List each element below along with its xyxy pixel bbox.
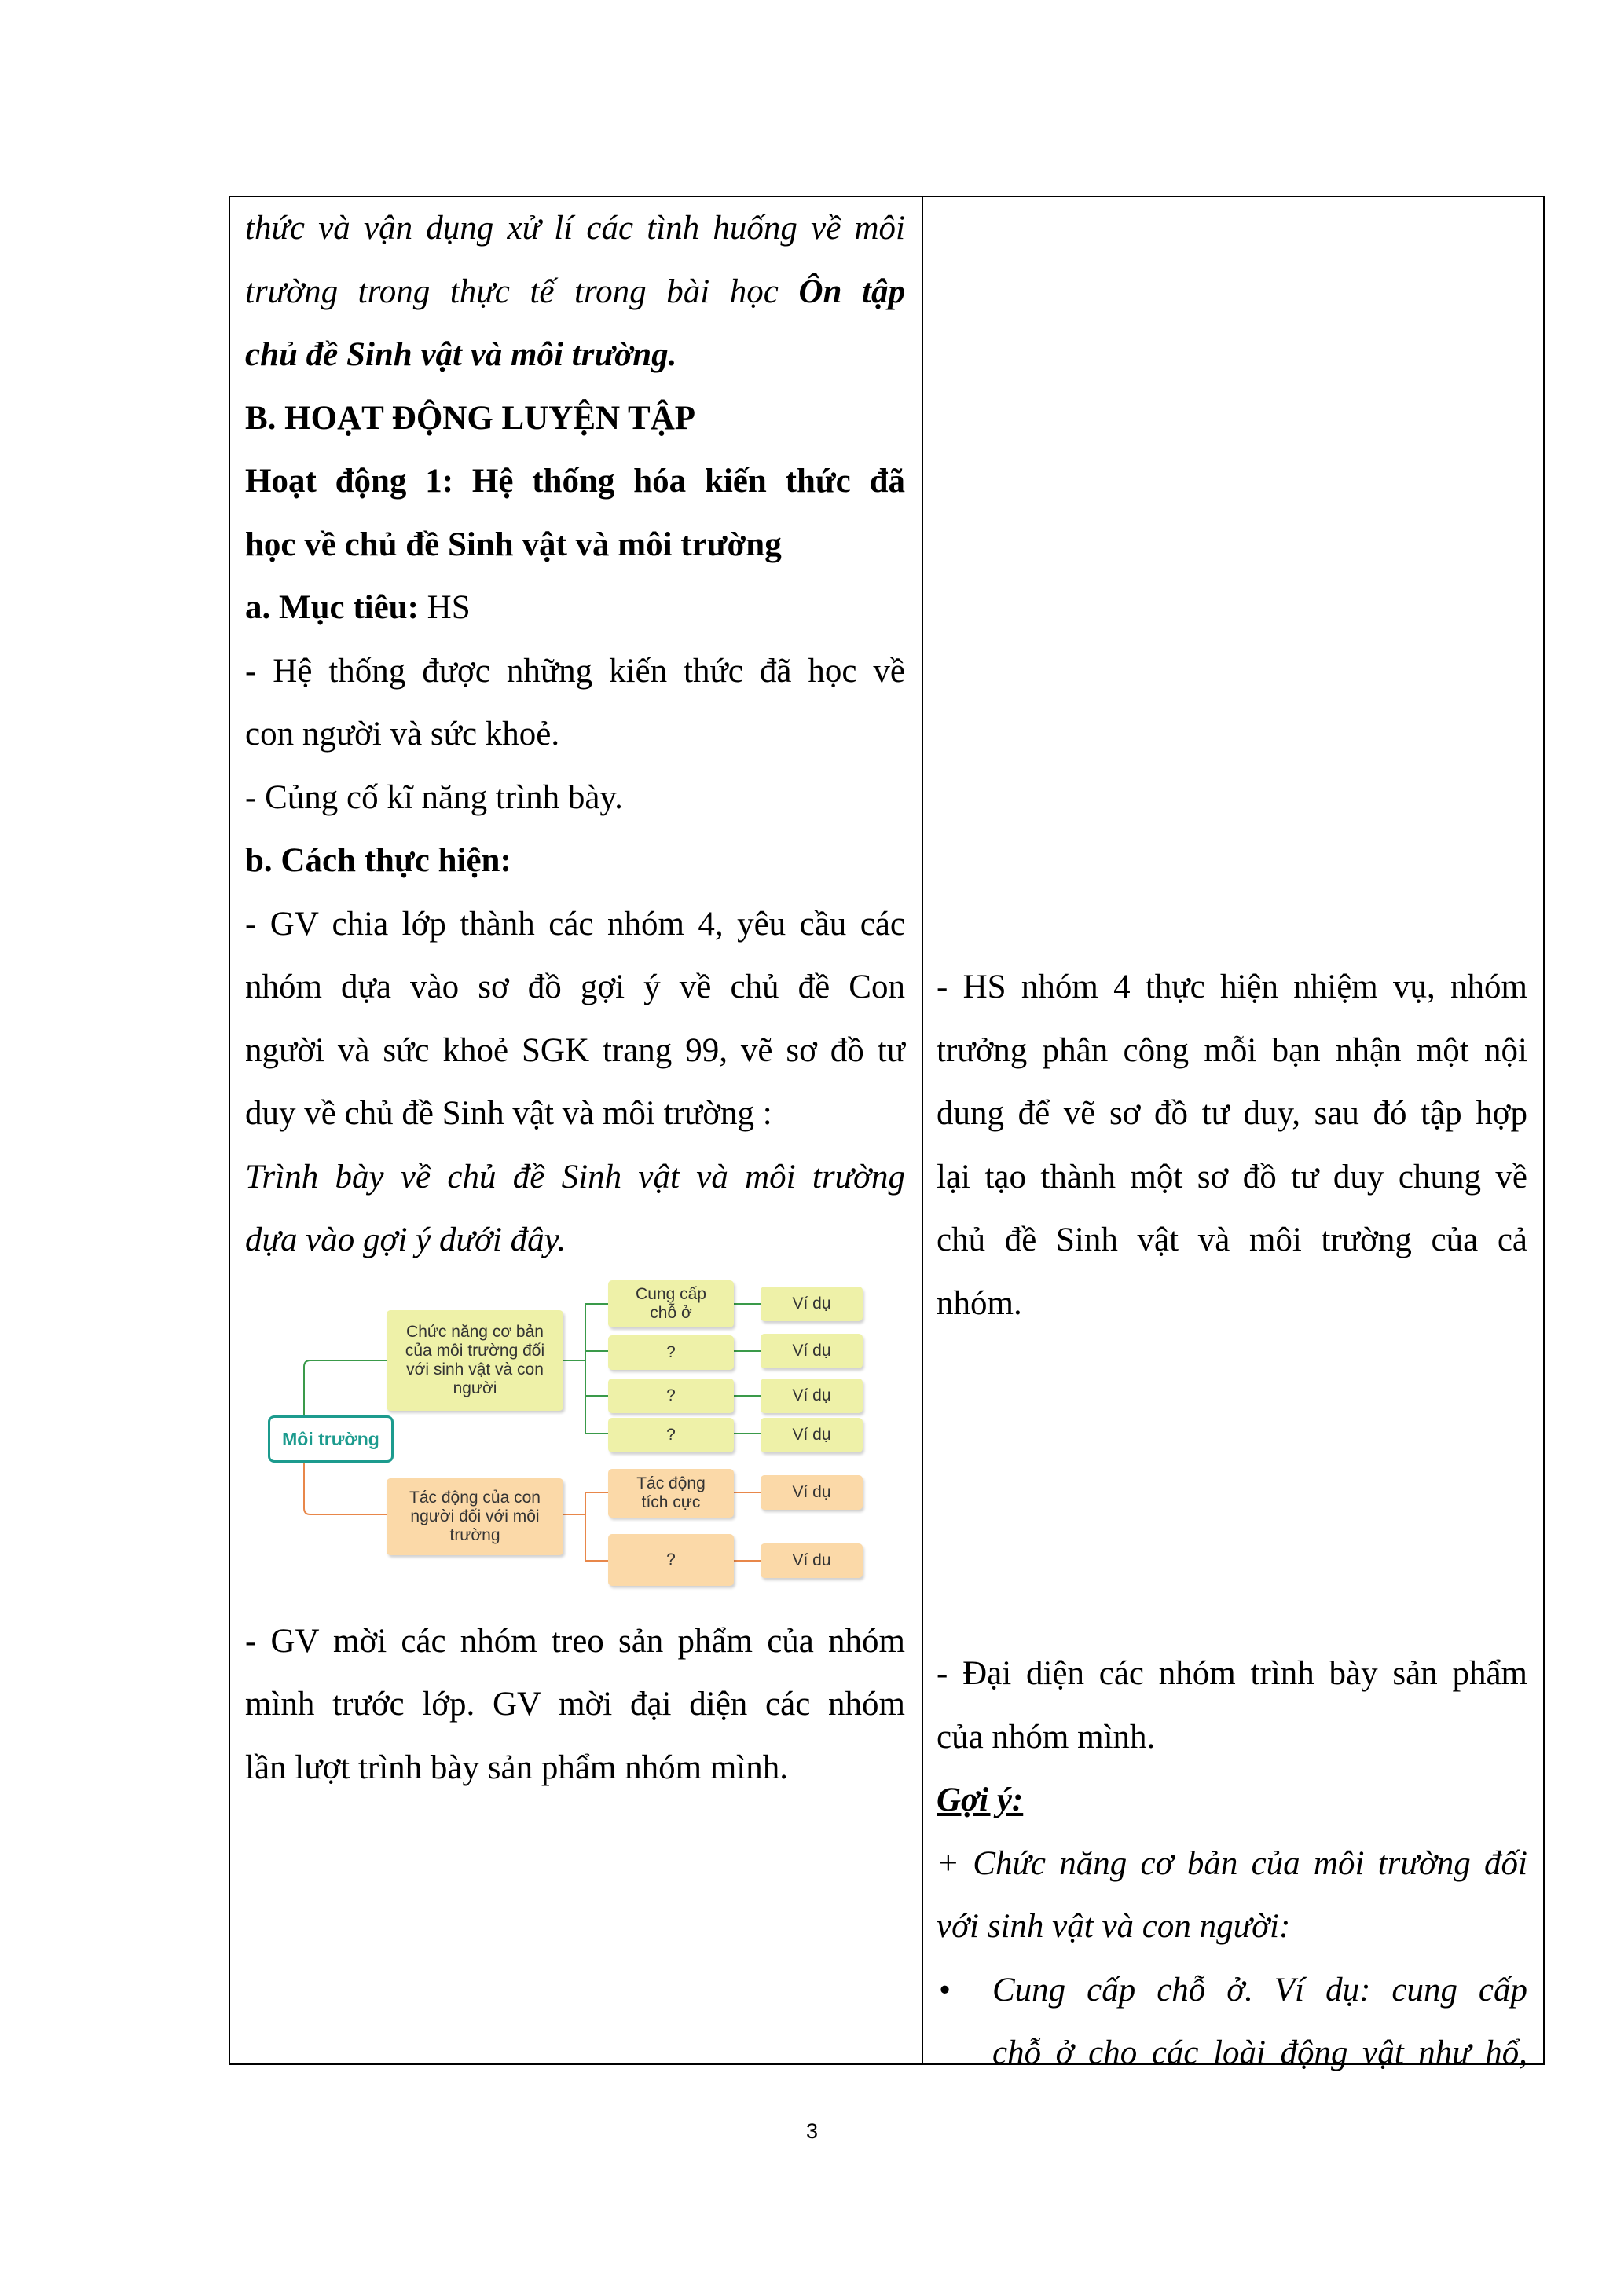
hs-line-4: lại tạo thành một sơ đồ tư duy chung về bbox=[937, 1158, 1527, 1196]
impact-item-1: Tác động tích cực bbox=[608, 1469, 734, 1518]
impact-branch-node: Tác động của con người đối với môi trường bbox=[387, 1478, 563, 1555]
example-box-4: Ví dụ bbox=[761, 1418, 863, 1452]
method-line-4: duy về chủ đề Sinh vật và môi trường : bbox=[245, 1095, 772, 1132]
intro-line-3: chủ đề Sinh vật và môi trường. bbox=[245, 336, 677, 373]
hint-label: Gợi ý: bbox=[937, 1782, 1024, 1818]
rep-line-1: - Đại diện các nhóm trình bày sản phẩm bbox=[937, 1655, 1527, 1692]
function-item-2: ? bbox=[608, 1335, 734, 1370]
objective bbox=[245, 577, 905, 640]
function-branch-node: Chức năng cơ bản của môi trường đối với sinh vật và con người bbox=[387, 1310, 563, 1411]
hs-line-5: chủ đề Sinh vật và môi trường của cả bbox=[937, 1221, 1527, 1258]
root-to-impact-line bbox=[304, 1463, 387, 1514]
right-column-gap bbox=[937, 1335, 1527, 1642]
method-label: b. Cách thực hiện: bbox=[245, 842, 511, 879]
function-example-lines bbox=[734, 1304, 761, 1434]
objective-item-1-line-2: con người và sức khoẻ. bbox=[245, 716, 560, 753]
intro-line-1: thức và vận dụng xử lí các tình huống về môi bbox=[245, 210, 905, 247]
example-box-3: Ví dụ bbox=[761, 1379, 863, 1413]
function-item-1: Cung cấp chỗ ở bbox=[608, 1280, 734, 1327]
impact-example-lines bbox=[734, 1492, 761, 1561]
right-column-spacer bbox=[937, 197, 1527, 956]
rep-line-2: của nhóm mình. bbox=[937, 1718, 1156, 1756]
example-box-5: Ví dụ bbox=[761, 1475, 863, 1510]
objective-label: a. Mục tiêu: bbox=[245, 589, 419, 626]
hs-line-6: nhóm. bbox=[937, 1284, 1022, 1322]
page-number: 3 bbox=[805, 2119, 819, 2143]
activity-title-line-2: học về chủ đề Sinh vật và môi trường bbox=[245, 525, 782, 563]
objective-item-2: - Củng cố kĩ năng trình bày. bbox=[245, 778, 623, 816]
intro-line-2 bbox=[245, 261, 905, 324]
mind-map-diagram bbox=[245, 1273, 905, 1610]
root-to-function-line bbox=[304, 1360, 387, 1415]
method-line-2: nhóm dựa vào sơ đồ gợi ý về chủ đề Con bbox=[245, 969, 905, 1005]
method-line-3: người và sức khoẻ SGK trang 99, vẽ sơ đồ tư bbox=[245, 1031, 905, 1069]
objective-value: HS bbox=[418, 589, 471, 626]
bullet-line-2: chỗ ở cho các loài động vật như hổ, bbox=[992, 2034, 1527, 2071]
intro-line-2-text: trường trong thực tế trong bài học bbox=[245, 273, 799, 310]
hs-line-1: - HS nhóm 4 thực hiện nhiệm vụ, nhóm bbox=[937, 969, 1527, 1005]
present-line-1: - GV mời các nhóm treo sản phẩm của nhóm bbox=[245, 1622, 905, 1660]
teacher-activity-column bbox=[245, 197, 905, 1800]
function-item-3: ? bbox=[608, 1379, 734, 1413]
present-line-3: lần lượt trình bày sản phẩm nhóm mình. bbox=[245, 1749, 788, 1786]
hint-line-1: + Chức năng cơ bản của môi trường đối bbox=[937, 1844, 1527, 1882]
bullet-dot: • bbox=[939, 1971, 951, 2009]
example-box-1: Ví dụ bbox=[761, 1287, 863, 1321]
method-line-1: - GV chia lớp thành các nhóm 4, yêu cầu các bbox=[245, 905, 905, 943]
task-line-1: Trình bày về chủ đề Sinh vật và môi trường bbox=[245, 1158, 905, 1196]
function-item-4: ? bbox=[608, 1418, 734, 1452]
impact-fanout-line bbox=[563, 1492, 608, 1561]
lesson-name-bold: Ôn tập bbox=[798, 273, 905, 310]
student-activity-column bbox=[937, 197, 1527, 2085]
root-node: Môi trường bbox=[268, 1415, 394, 1463]
section-title: B. HOẠT ĐỘNG LUYỆN TẬP bbox=[245, 399, 696, 437]
bullet-line-1-text: Cung cấp chỗ ở. Ví dụ: cung cấp bbox=[992, 1971, 1527, 2009]
example-box-2: Ví dụ bbox=[761, 1334, 863, 1368]
bullet-line-1 bbox=[937, 1959, 1527, 2023]
function-fanout-line bbox=[563, 1304, 608, 1434]
hs-line-2: trưởng phân công mỗi bạn nhận một nội bbox=[937, 1031, 1527, 1069]
example-box-6: Ví du bbox=[761, 1543, 863, 1578]
present-line-2: mình trước lớp. GV mời đại diện các nhóm bbox=[245, 1686, 905, 1723]
column-divider bbox=[922, 197, 923, 2063]
hs-line-3: dung để vẽ sơ đồ tư duy, sau đó tập hợp bbox=[937, 1095, 1527, 1132]
hint-line-2: với sinh vật và con người: bbox=[937, 1908, 1291, 1945]
lesson-table bbox=[229, 196, 1545, 2071]
activity-title-line-1: Hoạt động 1: Hệ thống hóa kiến thức đã bbox=[245, 463, 905, 500]
objective-item-1-line-1: - Hệ thống được những kiến thức đã học về bbox=[245, 652, 905, 690]
task-line-2: dựa vào gợi ý dưới đây. bbox=[245, 1221, 566, 1258]
impact-item-2: ? bbox=[608, 1534, 734, 1586]
